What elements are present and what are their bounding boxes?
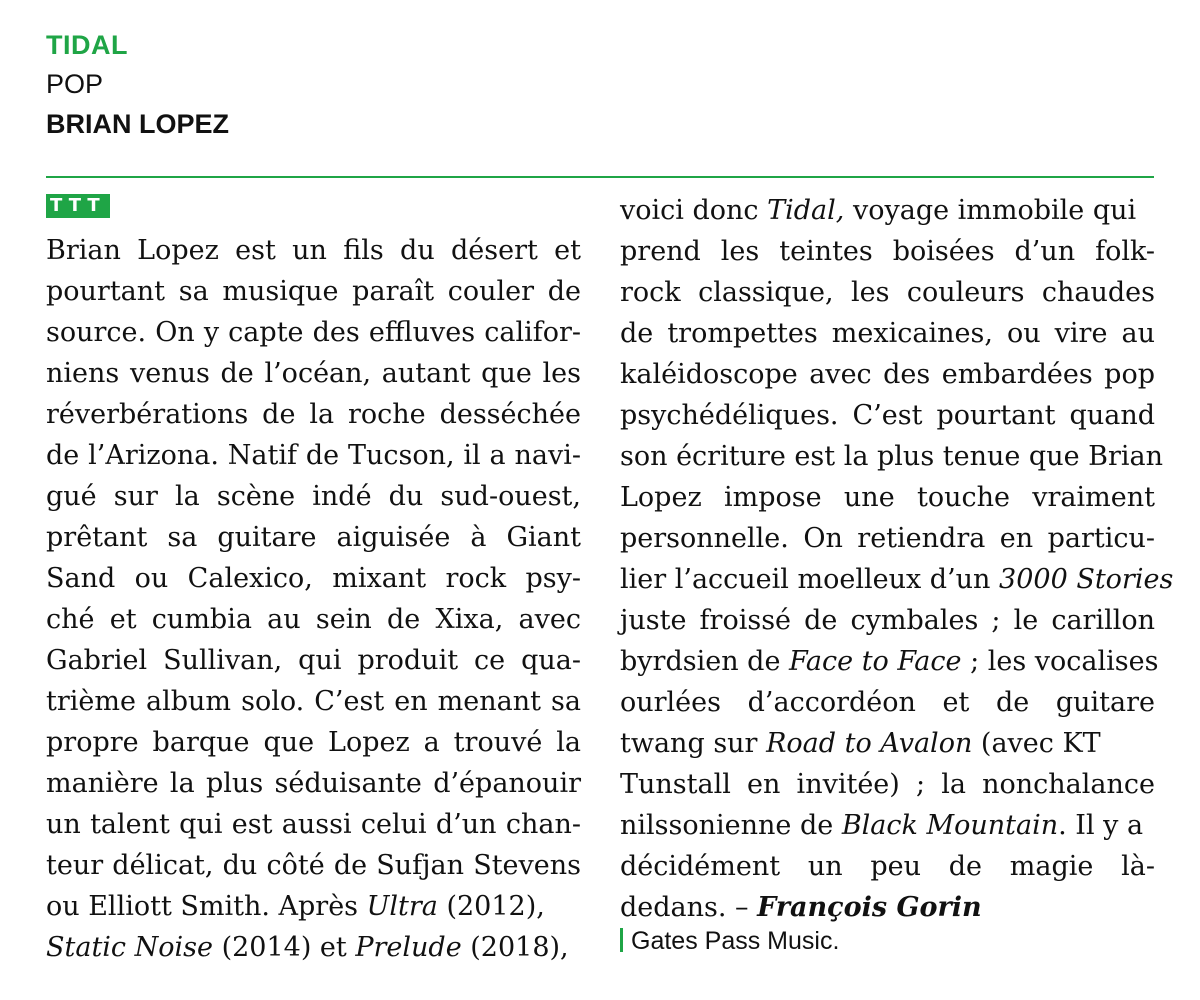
text-line: manière la plus séduisante d’épanouir <box>46 768 581 799</box>
text-line: réverbérations de la roche desséchée <box>46 399 581 430</box>
text-segment: (2014) et <box>212 932 356 963</box>
album-ref-ultra: Ultra <box>366 891 438 922</box>
text-segment: lier l’accueil moelleux d’un <box>620 564 1000 595</box>
text-line: teur délicat, du côté de Sufjan Stevens <box>46 850 581 881</box>
text-segment: dedans. – <box>620 892 758 923</box>
song-ref-black-mountain: Black Mountain <box>841 810 1059 841</box>
album-ref-prelude: Prelude <box>355 932 462 963</box>
artist-name: BRIAN LOPEZ <box>46 109 230 139</box>
text-segment: . Il y a <box>1058 810 1144 841</box>
text-line: psychédéliques. C’est pourtant quand <box>620 400 1155 431</box>
text-line: Sand ou Calexico, mixant rock psy- <box>46 563 581 594</box>
genre-label: POP <box>46 69 104 99</box>
text-line: Brian Lopez est un fils du désert et <box>46 235 581 266</box>
text-segment: twang sur <box>620 728 767 759</box>
text-line <box>620 641 1159 682</box>
text-line: niens venus de l’océan, autant que les <box>46 358 581 389</box>
song-ref-road-to-avalon: Road to Avalon <box>766 728 973 759</box>
text-segment: ; les vocalises <box>961 646 1159 677</box>
text-line <box>46 886 581 927</box>
text-line <box>620 559 1174 600</box>
text-line <box>620 887 1155 928</box>
text-line: prend les teintes boisées d’un folk- <box>620 236 1155 267</box>
song-ref-3000-stories: 3000 Stories <box>999 564 1174 595</box>
text-line: source. On y capte des effluves califor- <box>46 317 581 348</box>
text-line: Lopez impose une touche vraiment <box>620 482 1155 513</box>
label-marker <box>620 928 623 952</box>
text-line <box>620 723 1155 764</box>
text-segment: voyage immobile qui <box>844 195 1137 226</box>
text-line <box>620 805 1155 846</box>
rating-badge: TTT <box>46 194 110 218</box>
text-line: propre barque que Lopez a trouvé la <box>46 727 581 758</box>
text-line: gué sur la scène indé du sud-ouest, <box>46 481 581 512</box>
album-ref-static-noise: Static Noise <box>46 932 213 963</box>
text-line: prêtant sa guitare aiguisée à Giant <box>46 522 581 553</box>
text-line: Gabriel Sullivan, qui produit ce qua- <box>46 645 581 676</box>
author-signature: François Gorin <box>757 892 982 923</box>
record-label-name: Gates Pass Music. <box>631 927 840 955</box>
text-line <box>620 190 1155 231</box>
review-header <box>46 28 229 144</box>
review-column-left <box>46 230 581 968</box>
text-line: décidément un peu de magie là- <box>620 851 1155 882</box>
album-title: TIDAL <box>46 30 128 60</box>
text-line: personnelle. On retiendra en particu- <box>620 523 1155 554</box>
text-line: juste froissé de cymbales ; le carillon <box>620 605 1155 636</box>
text-segment: nilssonienne de <box>620 810 842 841</box>
text-line: de trompettes mexicaines, ou vire au <box>620 318 1155 349</box>
text-segment: byrdsien de <box>620 646 790 677</box>
text-line: de l’Arizona. Natif de Tucson, il a navi- <box>46 440 581 471</box>
song-ref-face-to-face: Face to Face <box>789 646 962 677</box>
text-line: rock classique, les couleurs chaudes <box>620 277 1155 308</box>
text-segment: (2018), <box>461 932 569 963</box>
record-label <box>620 925 839 957</box>
divider-rule <box>46 176 1154 178</box>
text-segment: voici donc <box>620 195 768 226</box>
text-segment: (avec KT <box>972 728 1101 759</box>
text-line: trième album solo. C’est en menant sa <box>46 686 581 717</box>
text-line <box>46 927 581 968</box>
text-line: son écriture est la plus tenue que Brian <box>620 441 1164 472</box>
text-line: Tunstall en invitée) ; la nonchalance <box>620 769 1155 800</box>
text-line: un talent qui est aussi celui d’un chan- <box>46 809 581 840</box>
album-ref-tidal: Tidal, <box>767 195 845 226</box>
text-line: kaléidoscope avec des embardées pop <box>620 359 1155 390</box>
text-line: pourtant sa musique paraît couler de <box>46 276 581 307</box>
text-segment: (2012), <box>437 891 545 922</box>
text-segment: ou Elliott Smith. Après <box>46 891 367 922</box>
review-column-right <box>620 190 1174 928</box>
text-line: ché et cumbia au sein de Xixa, avec <box>46 604 581 635</box>
text-line: ourlées d’accordéon et de guitare <box>620 687 1155 718</box>
